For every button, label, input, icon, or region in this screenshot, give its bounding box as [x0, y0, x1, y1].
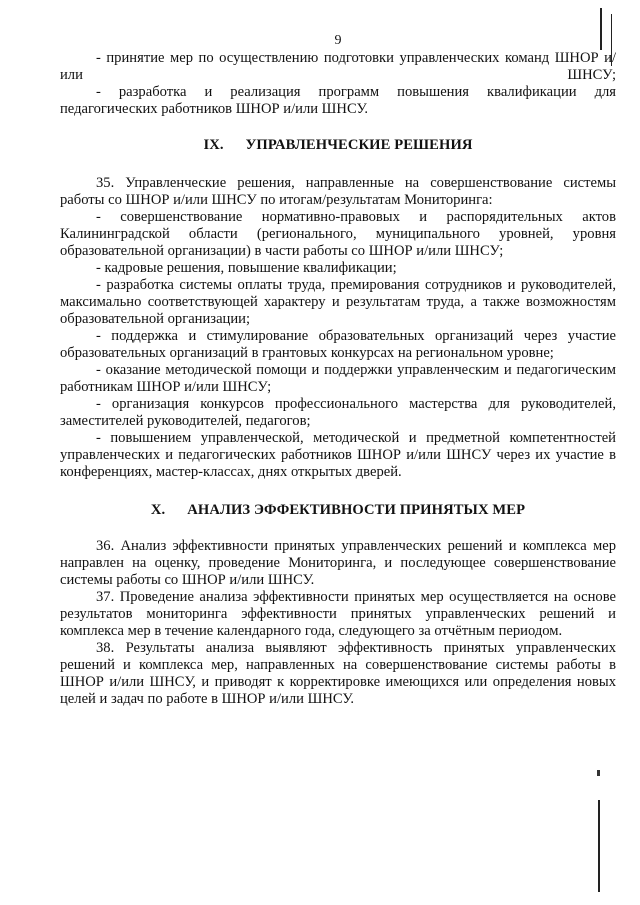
paragraph-36: 36. Анализ эффективности принятых управленческих решений и комплекса мер направлен на оценку, проведение Мониторинга, и последующее совершенствование системы работы со ШНОР и/или ШНСУ.	[60, 538, 616, 588]
paragraph-38: 38. Результаты анализа выявляют эффективность принятых управленческих решений и комплекса мер, направленных на совершенствование системы работы в ШНОР и/или ШНСУ, и приводят к корректировке имеющихся или определения новых целей и задач по работе в ШНОР и/или ШНСУ.	[60, 640, 616, 707]
section-heading-ix	[60, 137, 616, 154]
section-title: АНАЛИЗ ЭФФЕКТИВНОСТИ ПРИНЯТЫХ МЕР	[187, 502, 526, 518]
page-number: 9	[334, 33, 342, 48]
list-item: - оказание методической помощи и поддержки управленческим и педагогическим работникам ШНОР и/или ШНСУ;	[60, 362, 616, 395]
list-item: - поддержка и стимулирование образовательных организаций через участие образовательных организаций в грантовых конкурсах на региональном уровне;	[60, 328, 616, 361]
paragraph-35: 35. Управленческие решения, направленные на совершенствование системы работы со ШНОР и/или ШНСУ по итогам/результатам Мониторинга:	[60, 175, 616, 208]
list-item: - совершенствование нормативно-правовых и распорядительных актов Калининградской области (регионального, муниципального уровней, уровня образовательной организации) в части работы со ШНОР и/или ШНСУ;	[60, 209, 616, 259]
list-item: - организация конкурсов профессионального мастерства для руководителей, заместителей руководителей, педагогов;	[60, 396, 616, 429]
section-heading-x	[60, 502, 616, 519]
scan-edge-line-bottom	[598, 800, 600, 892]
list-item: - принятие мер по осуществлению подготовки управленческих команд ШНОР и/или ШНСУ;	[60, 50, 616, 83]
list-item: - разработка системы оплаты труда, премирования сотрудников и руководителей, максимально соответствующей характеру и результатам труда, а также возможностям образовательной организации;	[60, 277, 616, 327]
scan-speck	[597, 770, 600, 776]
list-item: - разработка и реализация программ повышения квалификации для педагогических работников ШНОР и/или ШНСУ.	[60, 84, 616, 117]
section-number: X.	[150, 502, 166, 518]
list-item: - кадровые решения, повышение квалификации;	[96, 260, 397, 276]
section-title: УПРАВЛЕНЧЕСКИЕ РЕШЕНИЯ	[245, 137, 473, 153]
paragraph-37: 37. Проведение анализа эффективности принятых мер осуществляется на основе результатов мониторинга эффективности принятых управленческих решений и комплекса мер в течение календарного года, следующего за отчётным периодом.	[60, 589, 616, 639]
section-number: IX.	[203, 137, 224, 153]
document-body	[60, 50, 616, 708]
scan-edge-line-top	[600, 8, 602, 50]
list-item: - повышением управленческой, методической и предметной компетентностей управленческих и педагогических работников ШНОР и/или ШНСУ через их участие в конференциях, мастер-классах, днях открытых дверей.	[60, 430, 616, 480]
